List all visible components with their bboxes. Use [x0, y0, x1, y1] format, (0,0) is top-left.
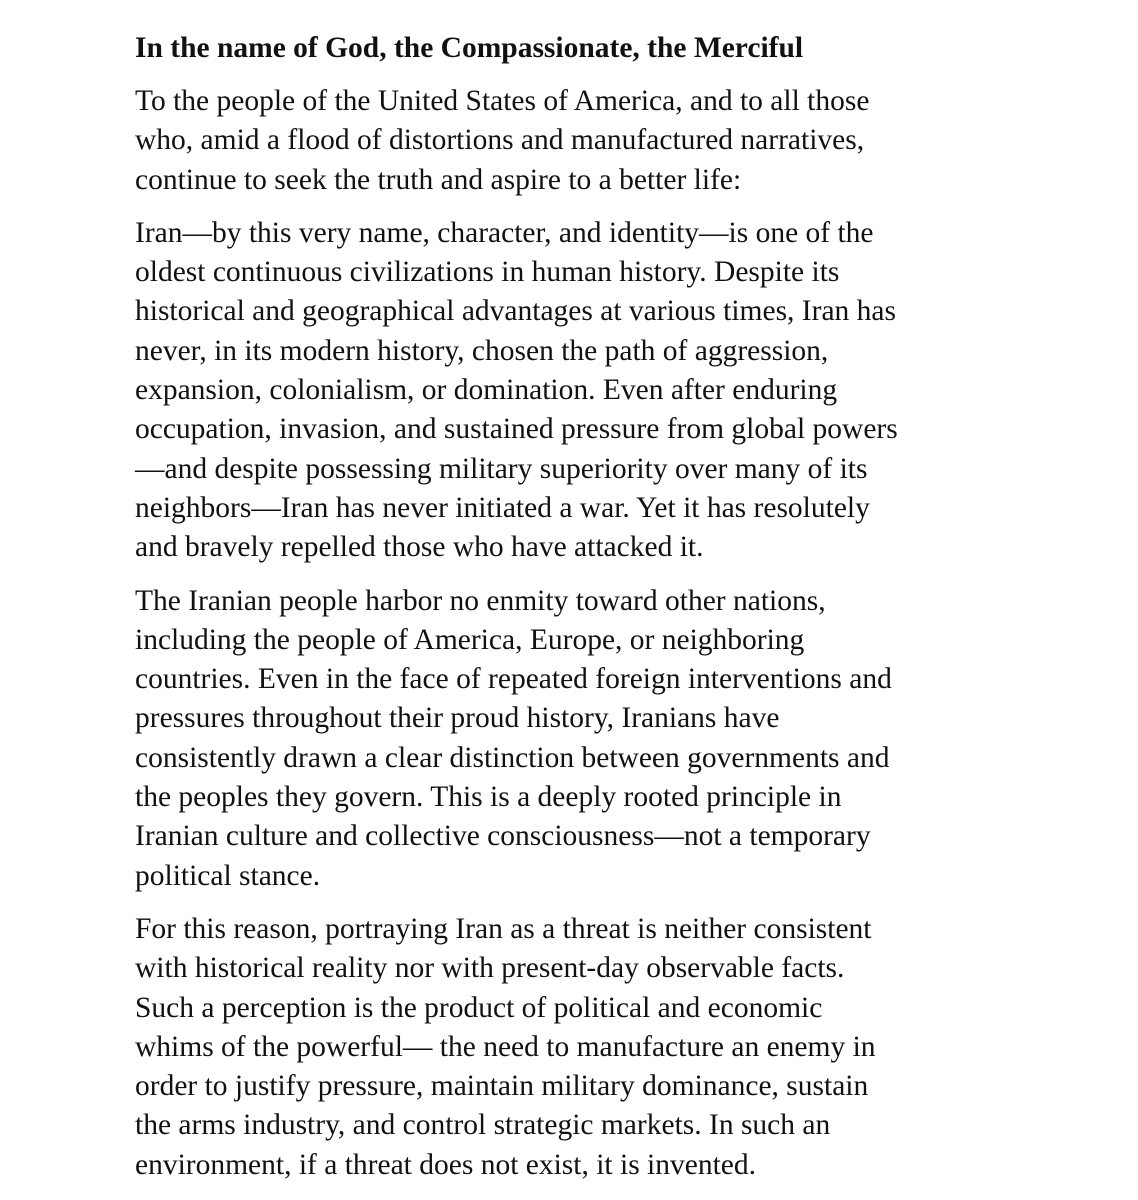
text-line: oldest continuous civilizations in human history. Despite its	[135, 256, 840, 289]
text-line: expansion, colonialism, or domination. Even after enduring	[135, 374, 838, 407]
document-heading: In the name of God, the Compassionate, the Merciful	[135, 32, 804, 64]
text-line: —and despite possessing military superiority over many of its	[135, 452, 868, 485]
text-line: environment, if a threat does not exist, it is invented.	[135, 1148, 756, 1181]
text-line: Such a perception is the product of political and economic	[135, 991, 823, 1024]
text-line: Iran—by this very name, character, and identity—is one of the	[135, 216, 874, 249]
document-page	[135, 30, 1015, 1199]
text-line: occupation, invasion, and sustained pressure from global powers	[135, 413, 898, 446]
text-line: never, in its modern history, chosen the path of aggression,	[135, 334, 829, 367]
text-line: the peoples they govern. This is a deeply rooted principle in	[135, 781, 842, 814]
text-line: Iranian culture and collective consciousness—not a temporary	[135, 820, 871, 853]
text-line: The Iranian people harbor no enmity toward other nations,	[135, 584, 826, 617]
text-line: neighbors—Iran has never initiated a war. Yet it has resolutely	[135, 491, 870, 524]
text-line: For this reason, portraying Iran as a threat is neither consistent	[135, 912, 872, 945]
paragraph-people	[135, 582, 1015, 896]
text-line: whims of the powerful— the need to manufacture an enemy in	[135, 1030, 876, 1063]
text-line: To the people of the United States of America, and to all those	[135, 85, 870, 117]
text-line: order to justify pressure, maintain military dominance, sustain	[135, 1070, 869, 1103]
text-line: who, amid a flood of distortions and manufactured narratives,	[135, 124, 865, 157]
text-line: continue to seek the truth and aspire to a better life:	[135, 163, 742, 196]
paragraph-threat	[135, 910, 1015, 1185]
text-line: pressures throughout their proud history, Iranians have	[135, 702, 780, 735]
text-line: with historical reality nor with present-day observable facts.	[135, 952, 845, 985]
text-line: including the people of America, Europe, or neighboring	[135, 623, 805, 656]
text-line: countries. Even in the face of repeated foreign interventions and	[135, 663, 892, 696]
text-line: and bravely repelled those who have attacked it.	[135, 531, 704, 564]
paragraph-history	[135, 214, 1015, 568]
text-line: the arms industry, and control strategic markets. In such an	[135, 1109, 831, 1142]
text-line: political stance.	[135, 859, 321, 892]
text-line: historical and geographical advantages at various times, Iran has	[135, 295, 896, 328]
text-line: consistently drawn a clear distinction between governments and	[135, 741, 890, 774]
paragraph-salutation	[135, 82, 1015, 200]
